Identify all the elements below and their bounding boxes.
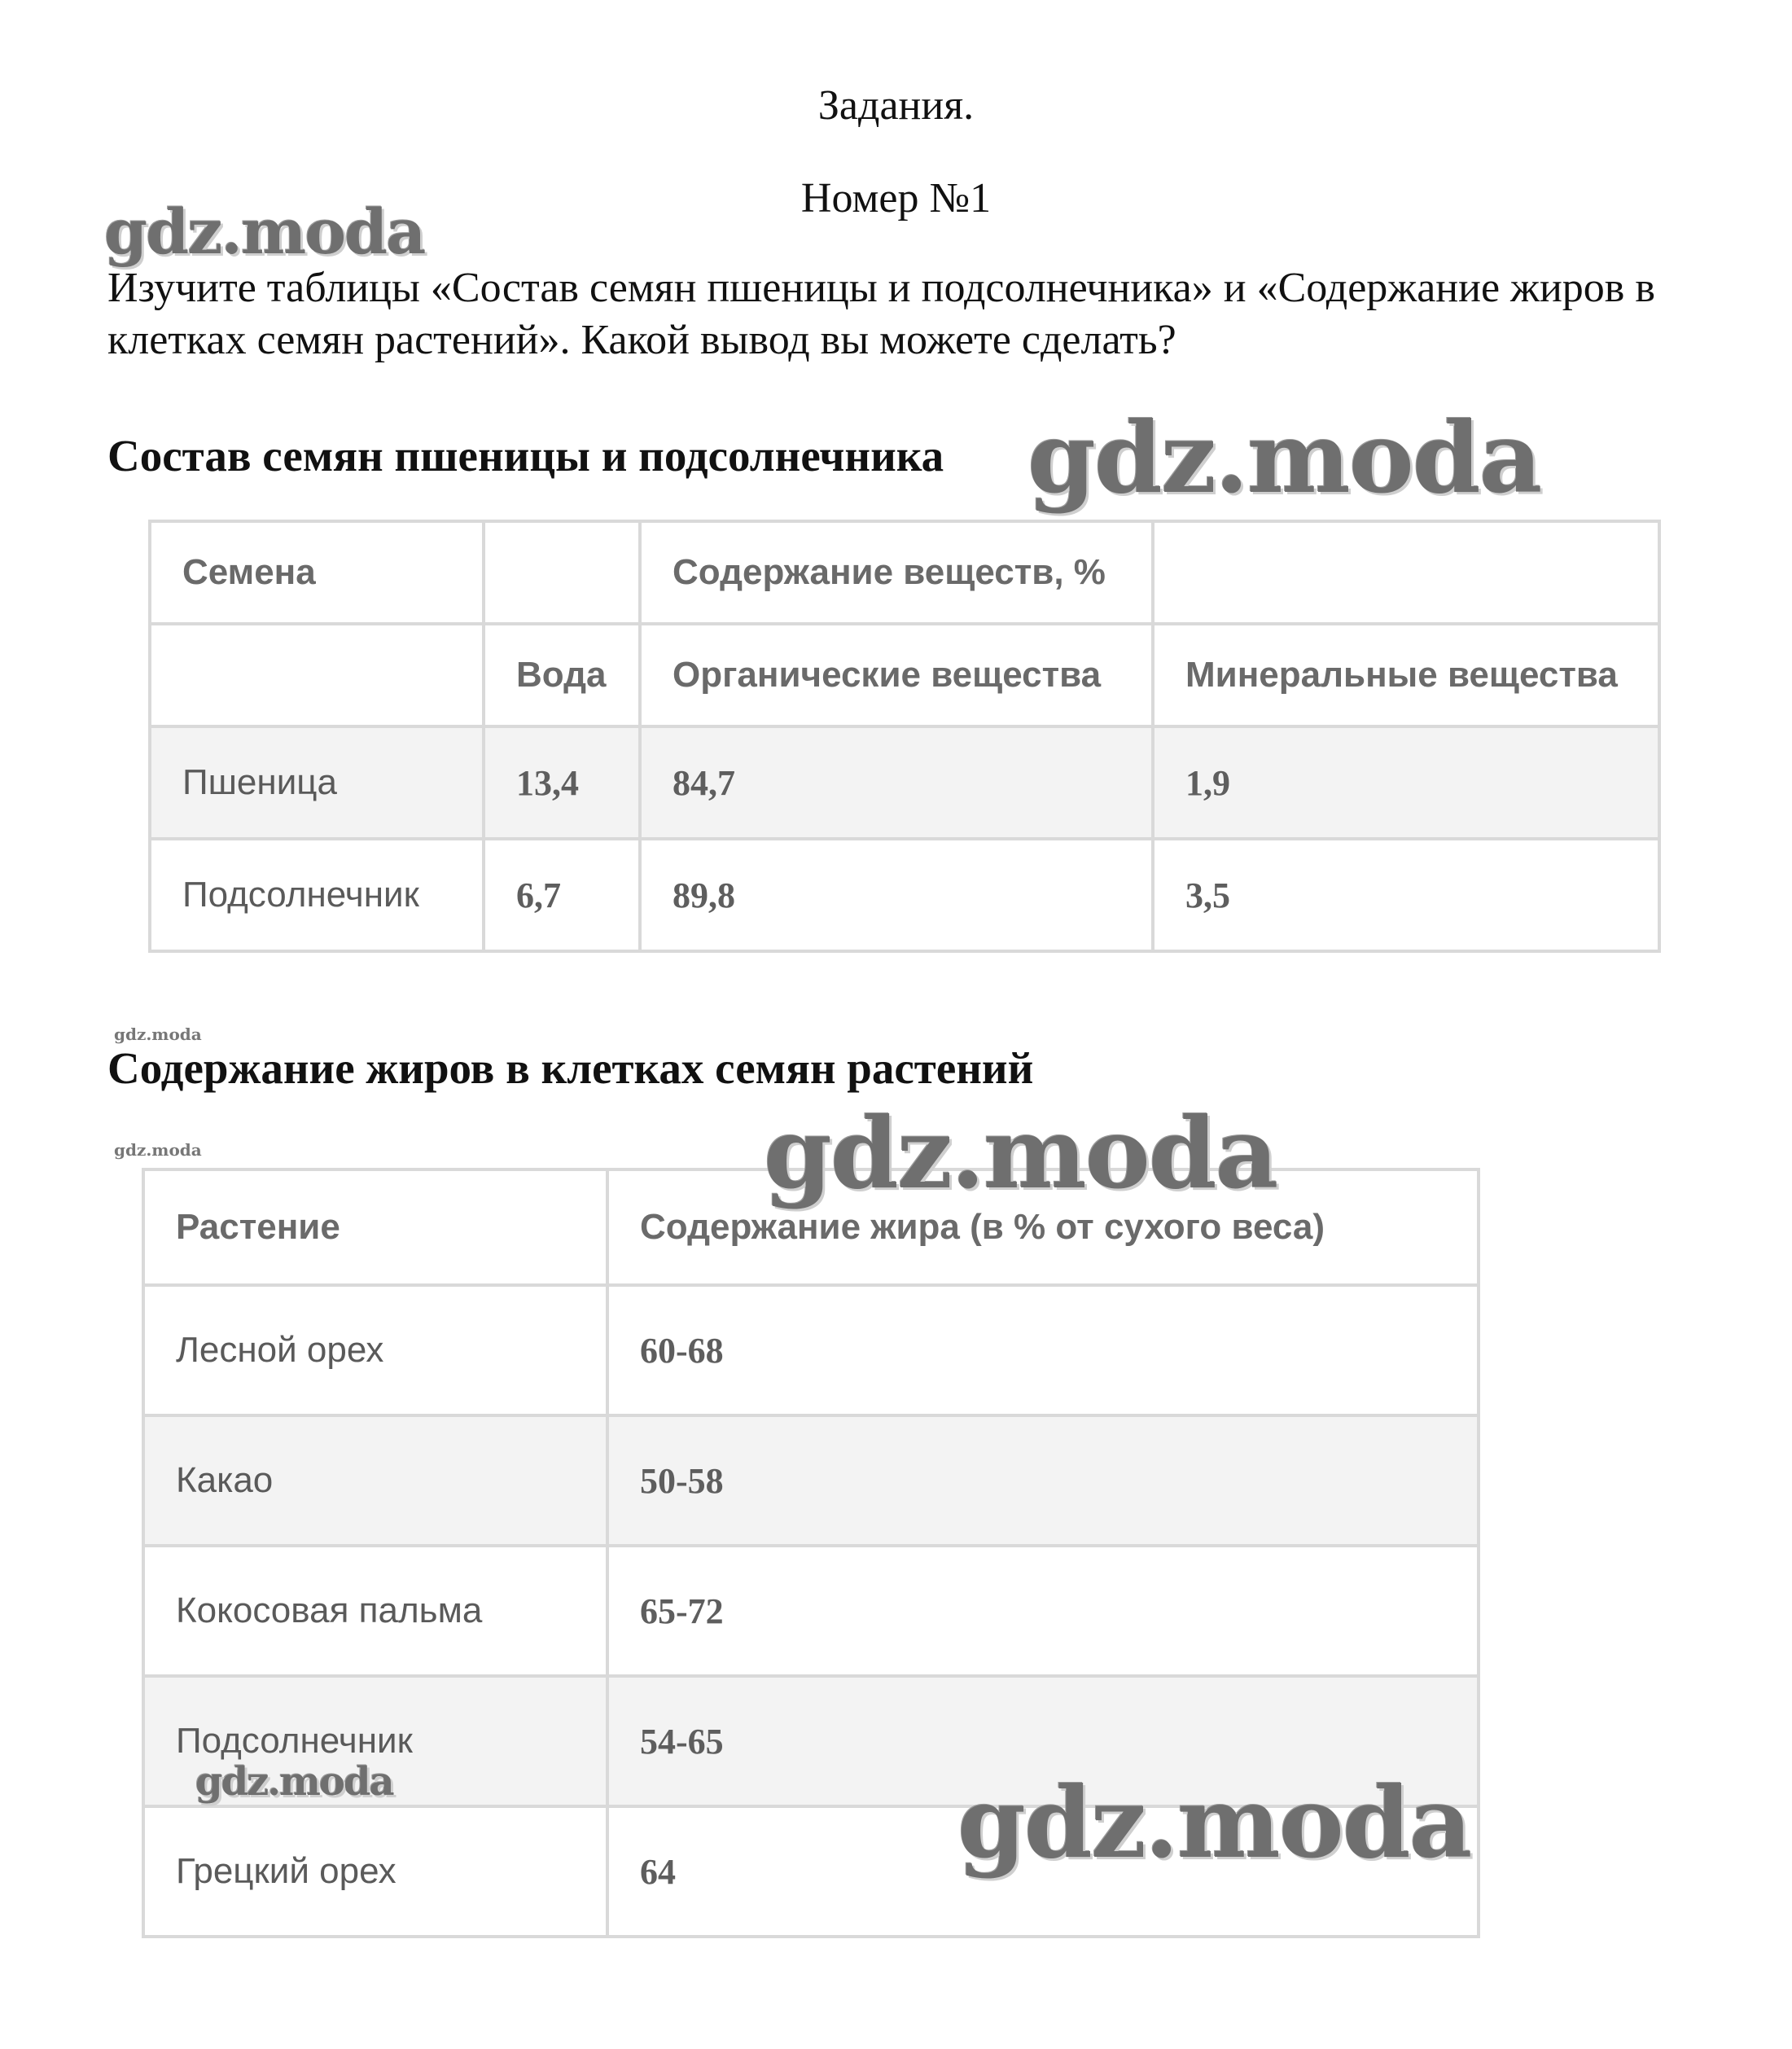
- task-number: Номер №1: [800, 175, 992, 222]
- watermark-logo: gdz.moda: [104, 195, 425, 268]
- table-row: [150, 839, 1659, 951]
- table-row: [143, 1285, 1479, 1415]
- plant-name: Грецкий орех: [143, 1806, 607, 1937]
- header-cell: Растение: [143, 1169, 607, 1285]
- organic-value: 84,7: [640, 726, 1153, 839]
- water-value: 6,7: [484, 839, 640, 951]
- plant-name: Подсолнечник: [143, 1676, 607, 1806]
- mineral-value: 1,9: [1153, 726, 1659, 839]
- table-row: [150, 726, 1659, 839]
- watermark-logo: gdz.moda: [957, 1766, 1471, 1880]
- organic-value: 89,8: [640, 839, 1153, 951]
- mineral-value: 3,5: [1153, 839, 1659, 951]
- fat-value: 54-65: [607, 1676, 1479, 1806]
- plant-name: Кокосовая пальма: [143, 1546, 607, 1676]
- fat-value: 50-58: [607, 1415, 1479, 1546]
- page-title: Задания.: [817, 82, 975, 129]
- header-cell: [1153, 521, 1659, 624]
- composition-table: [148, 520, 1661, 953]
- plant-name: Какао: [143, 1415, 607, 1546]
- watermark-logo: gdz.moda: [1027, 401, 1541, 516]
- header-cell: [150, 624, 484, 726]
- header-cell: Вода: [484, 624, 640, 726]
- task-text: Изучите таблицы «Состав семян пшеницы и подсолнечника» и «Содержание жиров в клетках семян растений». Какой вывод вы можете сделать?: [107, 265, 1655, 363]
- header-cell: [484, 521, 640, 624]
- header-cell: Содержание жира (в % от сухого веса): [607, 1169, 1479, 1285]
- header-cell: Семена: [150, 521, 484, 624]
- watermark-logo: gdz.moda: [114, 1024, 202, 1044]
- fat-value: 60-68: [607, 1285, 1479, 1415]
- watermark-logo: gdz.moda: [114, 1140, 202, 1160]
- fat-value: 64: [607, 1806, 1479, 1937]
- header-cell: Содержание веществ, %: [640, 521, 1153, 624]
- watermark-logo: gdz.moda: [195, 1759, 393, 1805]
- seed-name: Пшеница: [150, 726, 484, 839]
- table1-heading: Состав семян пшеницы и подсолнечника: [107, 431, 944, 480]
- seed-name: Подсолнечник: [150, 839, 484, 951]
- watermark-logo: gdz.moda: [764, 1096, 1277, 1211]
- header-cell: Минеральные вещества: [1153, 624, 1659, 726]
- plant-name: Лесной орех: [143, 1285, 607, 1415]
- table2-heading: Содержание жиров в клетках семян растений: [107, 1043, 1034, 1093]
- header-cell: Органические вещества: [640, 624, 1153, 726]
- table-row: [143, 1546, 1479, 1676]
- fat-value: 65-72: [607, 1546, 1479, 1676]
- water-value: 13,4: [484, 726, 640, 839]
- table-row: [143, 1415, 1479, 1546]
